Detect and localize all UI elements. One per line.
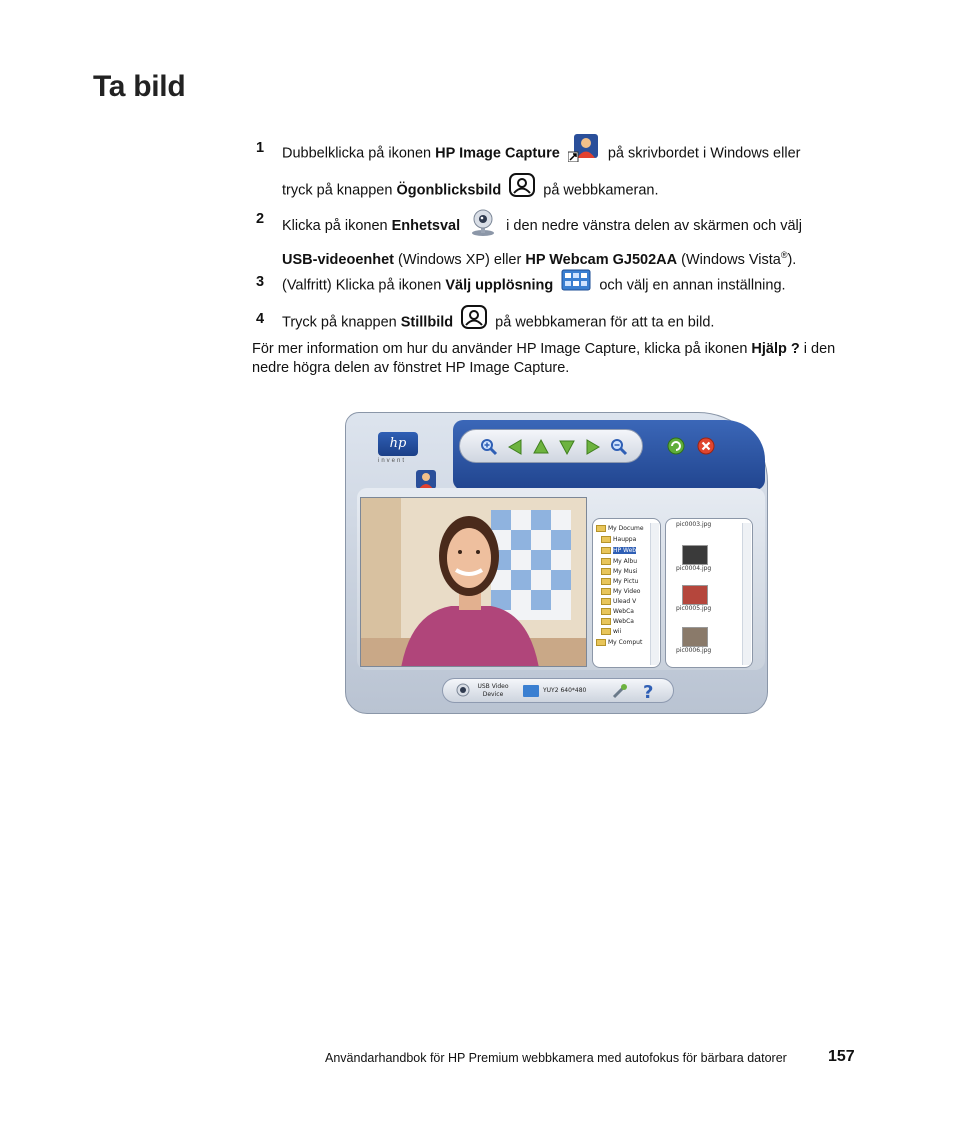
step-4 [256, 305, 866, 340]
hp-image-capture-screenshot [345, 412, 768, 714]
usb-video-device-label: USB-videoenhet [282, 251, 394, 268]
help-label: Hjälp ? [751, 341, 800, 357]
folder-item[interactable]: My Docume [596, 525, 644, 532]
thumbnail-filename: pic0005.jpg [676, 605, 712, 612]
folder-tree[interactable] [592, 518, 661, 668]
thumbnail-list[interactable] [665, 518, 753, 668]
status-bar [442, 678, 674, 703]
folder-item[interactable]: My Comput [596, 639, 642, 646]
arrow-up-icon[interactable] [532, 438, 550, 456]
resolution-icon[interactable] [523, 685, 539, 697]
help-icon[interactable] [641, 681, 657, 701]
hp-image-capture-label: HP Image Capture [435, 145, 560, 162]
folder-item[interactable]: WebCa [601, 608, 634, 615]
arrow-left-icon[interactable] [506, 438, 524, 456]
device-name[interactable]: USB Video Device [477, 683, 509, 698]
settings-tools-icon[interactable] [611, 682, 629, 700]
step-text: Klicka på ikonen Enhetsval i den nedre vänstra delen av skärmen och välj USB-videoenhet (Windows XP) eller HP Webcam GJ502AA (Windows Vista®). [282, 208, 866, 272]
toolbar [459, 429, 643, 463]
help-paragraph: För mer information om hur du använder HP Image Capture, klicka på ikonen Hjälp ? i den nedre högra delen av fönstret HP Image Capture. [252, 341, 836, 376]
thumbnail-filename: pic0003.jpg [676, 521, 712, 528]
step-text: (Valfritt) Klicka på ikonen Välj upplösning och välj en annan inställning. [282, 268, 866, 303]
still-camera-icon [461, 305, 487, 340]
step-text: Dubbelklicka på ikonen HP Image Capture på skrivbordet i Windows eller tryck på knappen Ögonblicksbild på webbkameran. [282, 134, 866, 208]
step-3 [256, 268, 866, 303]
folder-item[interactable]: Hauppa [601, 536, 636, 543]
video-preview [360, 497, 587, 667]
footer-text: Användarhandbok för HP Premium webbkamera med autofokus för bärbara datorer [325, 1051, 787, 1065]
zoom-out-icon[interactable] [610, 438, 628, 456]
folder-item-selected[interactable]: HP Web [601, 547, 636, 554]
webcam-device-icon [468, 208, 498, 244]
close-icon[interactable] [697, 437, 715, 455]
arrow-right-icon[interactable] [584, 438, 602, 456]
step-text: Tryck på knappen Stillbild på webbkameran för att ta en bild. [282, 305, 866, 340]
step-number: 2 [256, 211, 265, 227]
step-number: 1 [256, 140, 265, 156]
step-number: 4 [256, 311, 265, 327]
refresh-icon[interactable] [667, 437, 685, 455]
snapshot-label: Ögonblicksbild [396, 182, 502, 199]
svg-text:?: ? [643, 682, 654, 701]
folder-item[interactable]: Ulead V [601, 598, 636, 605]
folder-item[interactable]: My Pictu [601, 578, 638, 585]
folder-item[interactable]: My Albu [601, 558, 637, 565]
webcam-device-icon[interactable] [455, 683, 471, 699]
page-title: Ta bild [93, 70, 186, 103]
step-1 [256, 134, 866, 208]
resolution-value[interactable]: YUY2 640*480 [543, 687, 587, 694]
folder-item[interactable]: WebCa [601, 618, 634, 625]
select-resolution-label: Välj upplösning [445, 277, 554, 294]
thumbnail-image[interactable] [682, 627, 708, 647]
step-2 [256, 208, 866, 272]
zoom-in-icon[interactable] [480, 438, 498, 456]
thumbnail-filename: pic0006.jpg [676, 647, 712, 654]
hp-logo: hp [378, 432, 418, 456]
hp-logo-tagline: invent [378, 458, 407, 464]
folder-item[interactable]: My Video [601, 588, 640, 595]
thumbnail-image[interactable] [682, 585, 708, 605]
device-select-label: Enhetsval [391, 217, 461, 234]
hp-webcam-model-label: HP Webcam GJ502AA [525, 251, 678, 268]
arrow-down-icon[interactable] [558, 438, 576, 456]
thumbnail-filename: pic0004.jpg [676, 565, 712, 572]
capture-mode-icon[interactable] [415, 470, 437, 490]
page-number: 157 [828, 1048, 855, 1065]
folder-scrollbar[interactable] [650, 523, 659, 665]
thumbnail-scrollbar[interactable] [742, 523, 751, 665]
step-number: 3 [256, 274, 265, 290]
thumbnail-image[interactable] [682, 545, 708, 565]
snapshot-camera-icon [509, 173, 535, 208]
resolution-icon [561, 268, 591, 303]
hp-image-capture-icon [568, 134, 600, 173]
folder-item[interactable]: wii [601, 628, 621, 635]
folder-item[interactable]: My Musi [601, 568, 637, 575]
still-image-label: Stillbild [400, 314, 454, 331]
